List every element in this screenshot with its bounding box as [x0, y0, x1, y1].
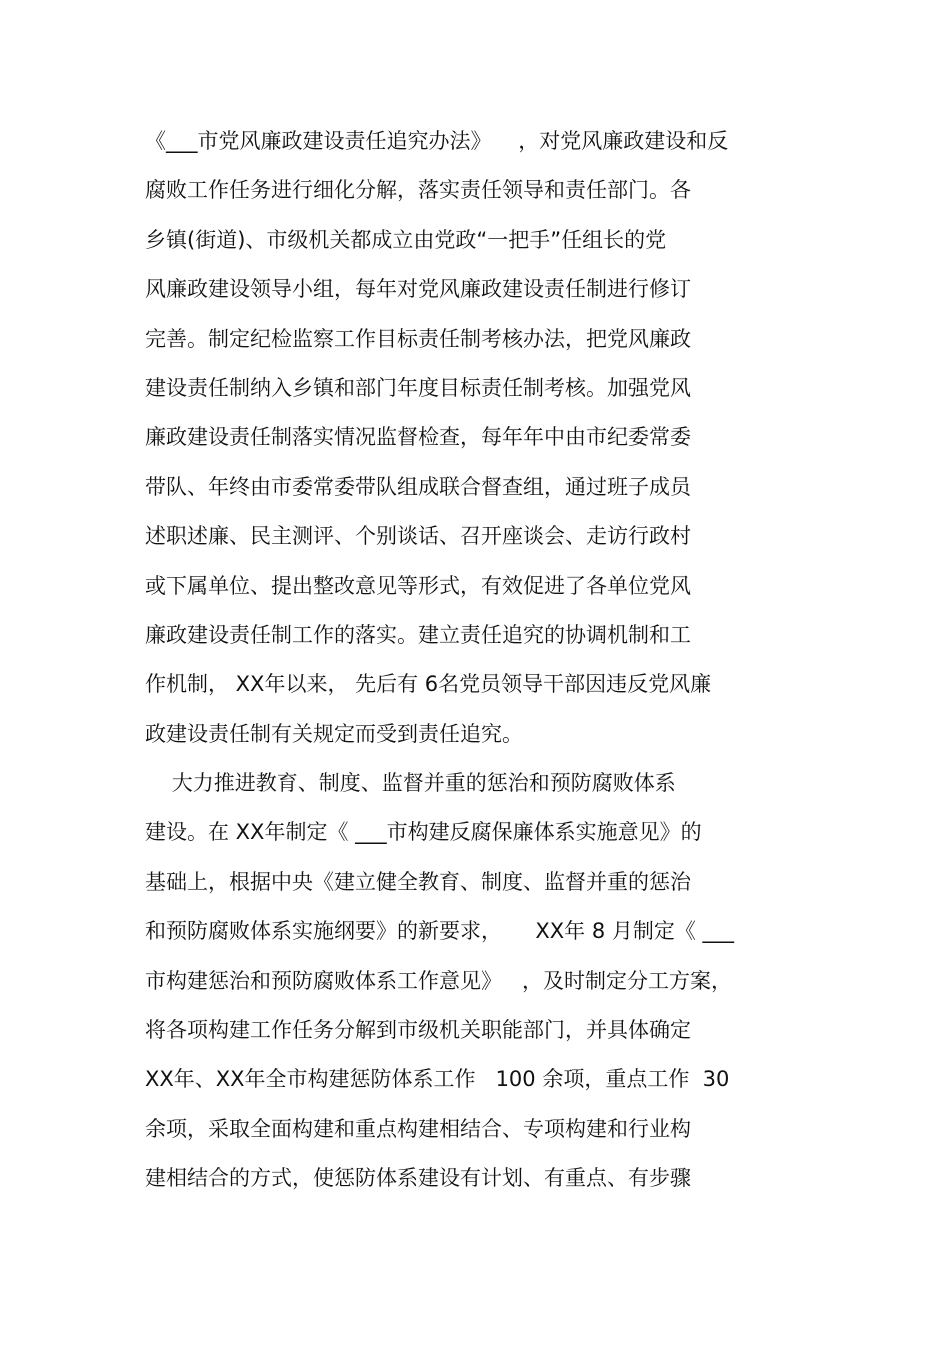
text-line: 政建设责任制有关规定而受到责任追究。 [145, 721, 523, 746]
text-line: 腐败工作任务进行细化分解，落实责任领导和责任部门。各 [145, 178, 691, 203]
text-line: 廉政建设责任制落实情况监督检查，每年年中由市纪委常委 [145, 425, 691, 450]
text-line: 风廉政建设领导小组，每年对党风廉政建设责任制进行修订 [145, 277, 691, 302]
text-line: 乡镇(街道)、市级机关都成立由党政“一把手”任组长的党 [145, 227, 667, 252]
text-line: 将各项构建工作任务分解到市级机关职能部门，并具体确定 [145, 1018, 691, 1043]
text-line: 建相结合的方式，使惩防体系建设有计划、有重点、有步骤 [145, 1166, 691, 1191]
text-line: 市构建惩治和预防腐败体系工作意见》 ，及时制定分工方案， [145, 968, 733, 993]
text-line: 作机制， XX年以来， 先后有 6名党员领导干部因违反党风廉 [145, 672, 712, 697]
text-line: 《___市党风廉政建设责任追究办法》 ，对党风廉政建设和反 [145, 129, 729, 153]
text-line: 大力推进教育、制度、监督并重的惩治和预防腐败体系 [145, 771, 676, 796]
text-line: 建设。在 XX年制定《 ___市构建反腐保廉体系实施意见》的 [145, 820, 702, 845]
text-line: 建设责任制纳入乡镇和部门年度目标责任制考核。加强党风 [145, 375, 691, 400]
text-line: 完善。制定纪检监察工作目标责任制考核办法，把党风廉政 [145, 326, 691, 351]
text-line: 或下属单位、提出整改意见等形式，有效促进了各单位党风 [145, 573, 691, 598]
text-line: XX年、XX年全市构建惩防体系工作 100 余项，重点工作 30 [145, 1067, 730, 1092]
text-line: 廉政建设责任制工作的落实。建立责任追究的协调机制和工 [145, 622, 691, 647]
text-line: 和预防腐败体系实施纲要》的新要求， XX年 8 月制定《 ___ [145, 919, 735, 944]
text-line: 余项，采取全面构建和重点构建相结合、专项构建和行业构 [145, 1116, 691, 1141]
text-line: 基础上，根据中央《建立健全教育、制度、监督并重的惩治 [145, 869, 691, 894]
text-line: 述职述廉、民主测评、个别谈话、召开座谈会、走访行政村 [145, 524, 691, 549]
body-text [145, 123, 825, 1210]
text-line: 带队、年终由市委常委带队组成联合督查组，通过班子成员 [145, 474, 691, 499]
